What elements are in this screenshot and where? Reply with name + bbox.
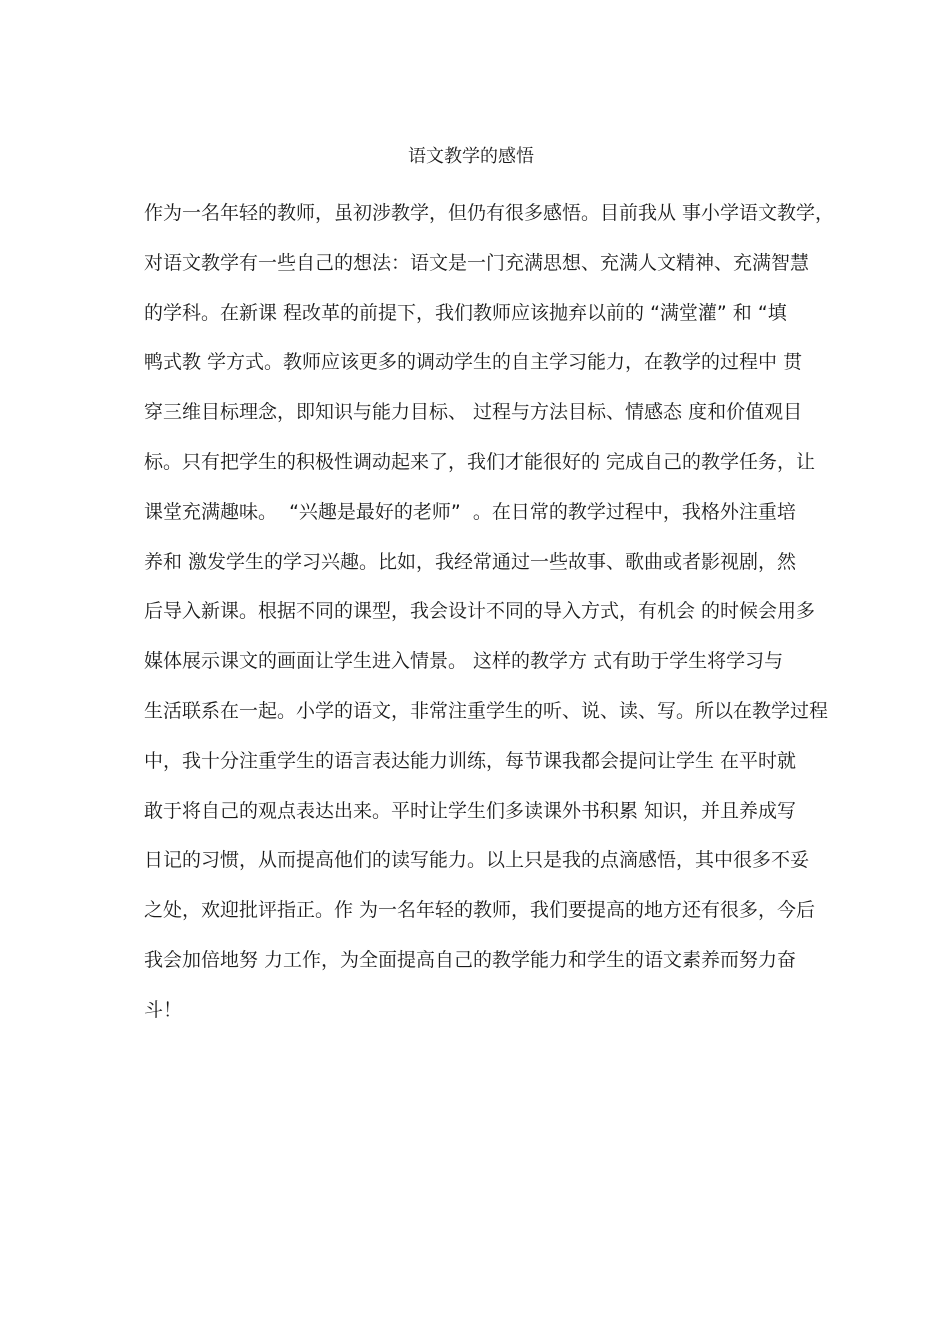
body-line: 标。只有把学生的积极性调动起来了，我们才能很好的 完成自己的教学任务，让	[144, 450, 816, 473]
document-body	[144, 196, 835, 1043]
document-title: 语文教学的感悟	[408, 146, 534, 167]
body-line: 生活联系在一起。小学的语文，非常注重学生的听、说、读、写。所以在教学过程	[144, 699, 829, 722]
body-line: 的学科。在新课 程改革的前提下，我们教师应该抛弃以前的 “满堂灌” 和 “填	[144, 301, 787, 324]
body-line: 我会加倍地努 力工作，为全面提高自己的教学能力和学生的语文素养而努力奋	[144, 948, 797, 971]
body-line: 作为一名年轻的教师，虽初涉教学，但仍有很多感悟。目前我从 事小学语文教学，	[144, 202, 835, 224]
body-line: 敢于将自己的观点表达出来。平时让学生们多读课外书积累 知识，并且养成写	[144, 799, 797, 822]
body-line: 课堂充满趣味。 “兴趣是最好的老师” 。在日常的教学过程中，我格外注重培	[144, 500, 796, 523]
body-line: 媒体展示课文的画面让学生进入情景。 这样的教学方 式有助于学生将学习与	[144, 650, 784, 673]
body-line: 养和 激发学生的学习兴趣。比如，我经常通过一些故事、歌曲或者影视剧，然	[144, 550, 797, 573]
body-line: 中，我十分注重学生的语言表达能力训练，每节课我都会提问让学生 在平时就	[144, 749, 797, 772]
body-line: 后导入新课。根据不同的课型，我会设计不同的导入方式，有机会 的时候会用多	[144, 600, 816, 623]
body-line: 鸭式教 学方式。教师应该更多的调动学生的自主学习能力，在教学的过程中 贯	[144, 351, 803, 374]
body-line: 穿三维目标理念，即知识与能力目标、 过程与方法目标、情感态 度和价值观目	[144, 401, 803, 424]
body-line: 日记的习惯，从而提高他们的读写能力。以上只是我的点滴感悟，其中很多不妥	[144, 849, 810, 872]
body-line: 斗！	[144, 998, 183, 1021]
body-line: 之处，欢迎批评指正。作 为一名年轻的教师，我们要提高的地方还有很多，今后	[144, 899, 816, 922]
body-line: 对语文教学有一些自己的想法：语文是一门充满思想、充满人文精神、充满智慧	[144, 251, 810, 274]
